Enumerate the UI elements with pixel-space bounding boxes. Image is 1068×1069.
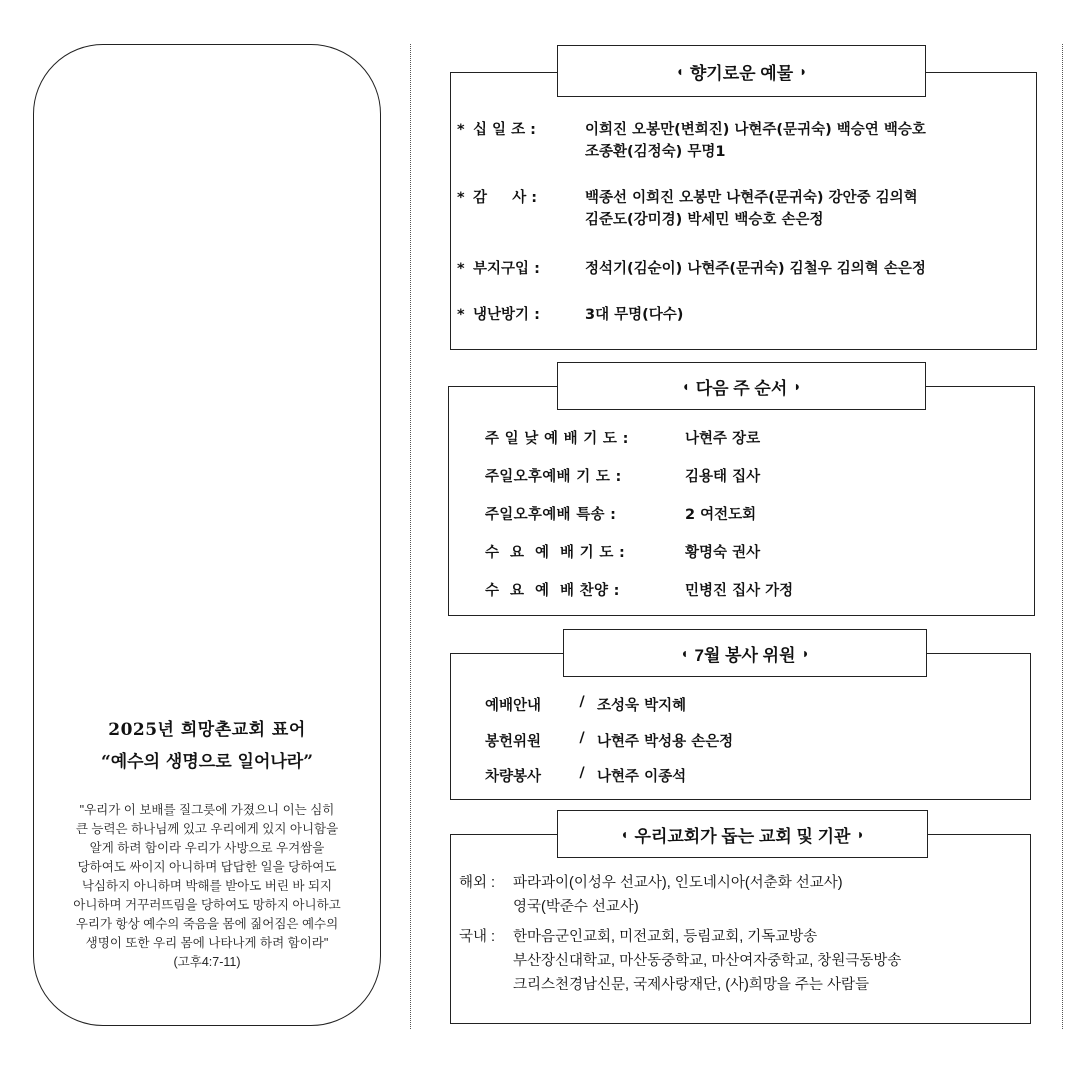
offering-names	[585, 304, 1025, 326]
offering-label: 부지구입 :	[473, 261, 540, 277]
names-line: 3대 무명(다수)	[585, 307, 684, 323]
slash-separator: /	[579, 765, 585, 781]
bullet-star: *	[457, 261, 465, 277]
half-circle-right-icon: ◗	[799, 63, 808, 79]
offering-label: 감 사 :	[473, 190, 538, 206]
offering-row-land	[457, 258, 1025, 280]
order-label: 주 일 낮 예 배 기 도 :	[485, 431, 629, 447]
slash-separator: /	[579, 694, 585, 710]
offering-names	[585, 119, 1025, 163]
order-label: 주일오후예배 특송 :	[485, 507, 617, 523]
names-line: 정석기(김순이) 나현주(문귀숙) 김철우 김의혁 손은정	[585, 261, 926, 277]
order-value: 황명숙 권사	[685, 545, 761, 561]
half-circle-left-icon: ◖	[681, 378, 690, 394]
verse-text	[42, 801, 372, 972]
verse-line: 당하여도 싸이지 아니하며 답답한 일을 당하여도	[77, 860, 337, 874]
verse-line: 생명이 또한 우리 몸에 나타나게 하려 함이라"	[85, 936, 329, 950]
names-line: 조종환(김정숙) 무명1	[585, 144, 726, 160]
staff-label: 예배안내	[485, 698, 542, 714]
half-circle-right-icon: ◗	[856, 826, 865, 842]
bullet-star: *	[457, 190, 465, 206]
staff-label: 차량봉사	[485, 769, 542, 785]
half-circle-right-icon: ◗	[801, 645, 810, 661]
staff-value: 조성욱 박지혜	[597, 698, 687, 714]
bullet-star: *	[457, 122, 465, 138]
divider-line	[410, 44, 411, 1029]
supported-label: 해외 :	[459, 875, 496, 891]
supported-line: 크리스천경남신문, 국제사랑재단, (사)희망을 주는 사람들	[513, 977, 869, 993]
verse-line: 아니하며 거꾸러뜨림을 당하여도 망하지 아니하고	[73, 898, 341, 912]
supported-line: 영국(박준수 선교사)	[513, 899, 639, 915]
names-line: 백종선 이희진 오봉만 나현주(문귀숙) 강안중 김의혁	[585, 190, 918, 206]
names-line: 이희진 오봉만(변희진) 나현주(문귀숙) 백승연 백승호	[585, 122, 926, 138]
offerings-title	[557, 45, 926, 97]
verse-line: 우리가 항상 예수의 죽음을 몸에 짊어짐은 예수의	[75, 917, 339, 931]
verse-line: 낙심하지 아니하며 박해를 받아도 버린 바 되지	[81, 879, 333, 893]
supported-title-text: 우리교회가 돕는 교회 및 기관	[634, 826, 851, 846]
supported-line: 한마음군인교회, 미전교회, 등림교회, 기독교방송	[513, 929, 818, 945]
names-line: 김준도(강미경) 박세민 백승호 손은정	[585, 212, 824, 228]
half-circle-right-icon: ◗	[793, 378, 802, 394]
order-label: 수 요 예 배 찬양 :	[485, 583, 620, 599]
verse-line: 큰 능력은 하나님께 있고 우리에게 있지 아니함을	[75, 822, 339, 836]
verse-line: 알게 하려 함이라 우리가 사방으로 우겨쌈을	[89, 841, 325, 855]
next-week-title-text: 다음 주 순서	[695, 378, 788, 398]
motto-card	[33, 44, 381, 1026]
offering-names	[585, 258, 1025, 280]
divider-line	[1062, 44, 1063, 1029]
order-value: 나현주 장로	[685, 431, 761, 447]
order-row	[485, 579, 985, 600]
verse-reference: (고후4:7-11)	[173, 955, 241, 969]
order-row	[485, 427, 985, 448]
offering-row-aircon	[457, 304, 1025, 326]
half-circle-left-icon: ◖	[620, 826, 629, 842]
verse-line: "우리가 이 보배를 질그릇에 가졌으니 이는 심히	[79, 803, 335, 817]
supported-row-domestic	[459, 925, 1023, 997]
offerings-box	[450, 72, 1037, 350]
offering-row-thanks	[457, 187, 1025, 231]
staff-label: 봉헌위원	[485, 734, 542, 750]
supported-box	[450, 834, 1031, 1024]
motto-main-line: “예수의 생명으로 일어나라”	[100, 752, 314, 772]
offering-label: 십 일 조 :	[473, 122, 536, 138]
supported-label: 국내 :	[459, 929, 496, 945]
order-value: 민병진 집사 가정	[685, 583, 794, 599]
supported-value	[513, 925, 1023, 997]
motto-year-line: 2025년 희망촌교회 표어	[108, 720, 306, 740]
order-label: 주일오후예배 기 도 :	[485, 469, 622, 485]
bullet-star: *	[457, 307, 465, 323]
supported-title	[557, 810, 928, 858]
order-row	[485, 541, 985, 562]
staff-value: 나현주 박성용 손은정	[597, 734, 734, 750]
offerings-title-text: 향기로운 예물	[689, 63, 794, 83]
service-staff-title-text: 7월 봉사 위원	[694, 645, 796, 665]
staff-row	[485, 694, 947, 715]
order-label: 수 요 예 배 기 도 :	[485, 545, 626, 561]
offering-label: 냉난방기 :	[473, 307, 540, 323]
offering-row-tithe	[457, 119, 1025, 163]
supported-line: 파라과이(이성우 선교사), 인도네시아(서춘화 선교사)	[513, 875, 843, 891]
half-circle-left-icon: ◖	[675, 63, 684, 79]
order-row	[485, 503, 985, 524]
service-staff-title	[563, 629, 927, 677]
supported-line: 부산장신대학교, 마산동중학교, 마산여자중학교, 창원극동방송	[513, 953, 902, 969]
half-circle-left-icon: ◖	[680, 645, 689, 661]
staff-value: 나현주 이종석	[597, 769, 687, 785]
order-value: 2 여전도회	[685, 507, 757, 523]
next-week-box	[448, 386, 1035, 616]
staff-row	[485, 765, 947, 786]
offering-names	[585, 187, 1025, 231]
supported-row-overseas	[459, 871, 1023, 919]
next-week-title	[557, 362, 926, 410]
slash-separator: /	[579, 730, 585, 746]
supported-value	[513, 871, 1023, 919]
staff-row	[485, 730, 947, 751]
order-value: 김용태 집사	[685, 469, 761, 485]
order-row	[485, 465, 985, 486]
